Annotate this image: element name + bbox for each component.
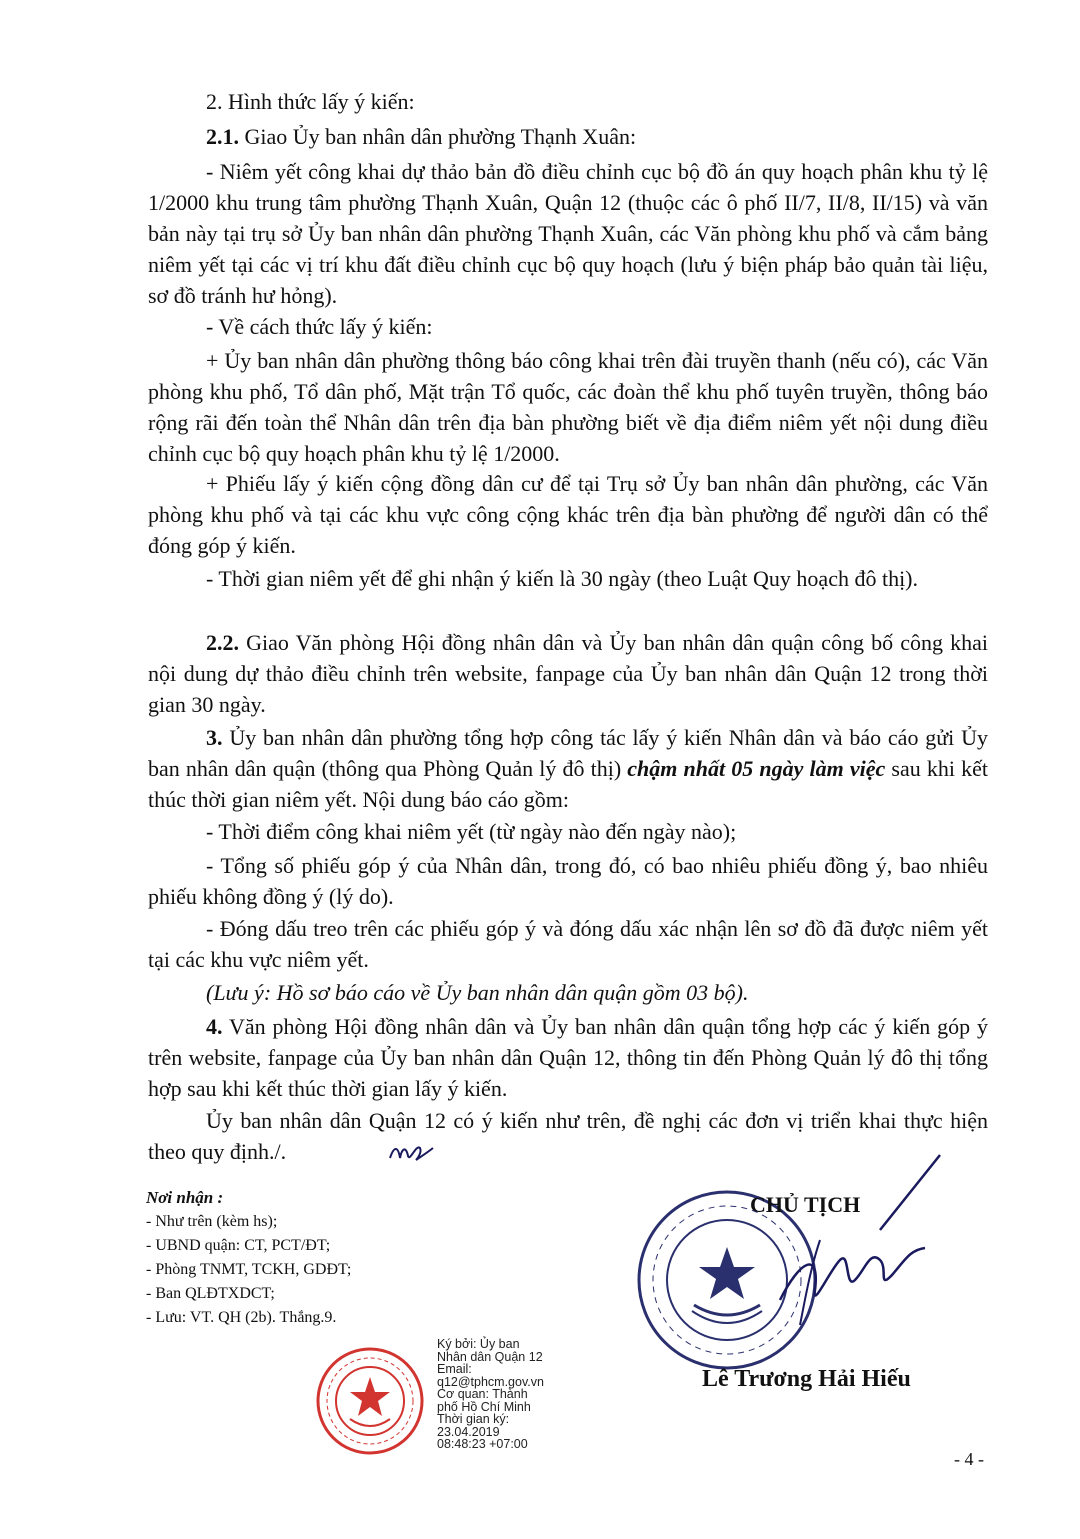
paragraph-method: - Về cách thức lấy ý kiến:: [206, 314, 433, 339]
paragraph-note: (Lưu ý: Hồ sơ báo cáo về Ủy ban nhân dân quận gồm 03 bộ).: [206, 980, 749, 1005]
section-text: Hình thức lấy ý kiến:: [222, 89, 415, 114]
page-number: - 4 -: [954, 1449, 984, 1469]
handwritten-signature-icon: [760, 1150, 960, 1350]
section-2-2: [148, 627, 988, 720]
digital-signature-line: Cơ quan: Thành: [437, 1387, 528, 1401]
section-text: Ủy ban nhân dân phường tổng hợp công tác lấy ý kiến Nhân dân và báo cáo gửi Ủy ban nhân dân quận (thông qua Phòng Quản lý đô thị): [148, 725, 988, 781]
digital-signature-line: Email:: [437, 1362, 472, 1376]
section-number: 2.1.: [206, 124, 239, 149]
digital-signature-line: 08:48:23 +07:00: [437, 1437, 528, 1451]
section-3: [148, 722, 988, 815]
recipients-title: Nơi nhận :: [146, 1188, 224, 1207]
digital-signature-line: 23.04.2019: [437, 1424, 500, 1439]
deadline-emphasis: chậm nhất 05 ngày làm việc: [627, 756, 886, 781]
digital-signature-line: phố Hồ Chí Minh: [437, 1399, 531, 1414]
digital-signature-line: Thời gian ký:: [437, 1412, 510, 1426]
digital-signature-line: q12@tphcm.gov.vn: [437, 1374, 544, 1389]
digital-seal-icon: [314, 1345, 426, 1457]
paragraph-seal: - Đóng dấu treo trên các phiếu góp ý và đóng dấu xác nhận lên sơ đồ đã được niêm yết tại các khu vực niêm yết.: [148, 916, 988, 972]
paragraph-ballot: + Phiếu lấy ý kiến cộng đồng dân cư để tại Trụ sở Ủy ban nhân dân phường, các Văn phòng khu phố và tại các khu vực công cộng khác trên địa bàn phường để người dân có thể đóng góp ý kiến.: [148, 471, 988, 558]
section-text: Văn phòng Hội đồng nhân dân và Ủy ban nhân dân quận tổng hợp các ý kiến góp ý trên website, fanpage của Ủy ban nhân dân Quận 12, thông tin đến Phòng Quản lý đô thị tổng hợp sau khi kết thúc thời gian lấy ý kiến.: [148, 1014, 988, 1101]
section-2-1: [148, 121, 988, 152]
section-2-heading: [148, 86, 988, 117]
paragraph-posting: - Niêm yết công khai dự thảo bản đồ điều chỉnh cục bộ đồ án quy hoạch phân khu tỷ lệ 1/2000 khu trung tâm phường Thạnh Xuân, Quận 12 (thuộc các ô phố II/7, II/8, II/15) và văn bản này tại trụ sở Ủy ban nhân dân phường Thạnh Xuân, các Văn phòng khu phố và cắm bảng niêm yết tại các vị trí khu đất điều chỉnh cục bộ quy hoạch (lưu ý biện pháp bảo quản tài liệu, sơ đồ tránh hư hỏng).: [148, 159, 988, 308]
section-number: 2.: [206, 89, 223, 114]
section-text: Giao Văn phòng Hội đồng nhân dân và Ủy ban nhân dân quận công bố công khai nội dung dự thảo điều chỉnh trên website, fanpage của Ủy ban nhân dân Quận 12 trong thời gian 30 ngày.: [148, 630, 988, 717]
section-number: 2.2.: [206, 630, 239, 655]
recipient-item: - UBND quận: CT, PCT/ĐT;: [146, 1237, 331, 1254]
section-4: [148, 1011, 988, 1104]
digital-signature-line: Ký bởi: Ủy ban: [437, 1337, 520, 1351]
recipient-item: - Như trên (kèm hs);: [146, 1213, 278, 1230]
digital-signature-line: Nhân dân Quận 12: [437, 1349, 543, 1364]
initial-mark: [388, 1136, 434, 1168]
paragraph-timeframe: - Thời điểm công khai niêm yết (từ ngày nào đến ngày nào);: [206, 819, 737, 844]
paragraph-announce: + Ủy ban nhân dân phường thông báo công khai trên đài truyền thanh (nếu có), các Văn phòng khu phố, Tổ dân phố, Mặt trận Tổ quốc, các đoàn thể khu phố tuyên truyền, thông báo rộng rãi đến toàn thể Nhân dân trên địa bàn phường biết về địa điểm niêm yết nội dung điều chỉnh cục bộ quy hoạch phân khu tỷ lệ 1/2000.: [148, 348, 988, 466]
digital-signature-info: [437, 1338, 577, 1451]
section-text: Giao Ủy ban nhân dân phường Thạnh Xuân:: [239, 124, 637, 149]
paragraph-count: - Tổng số phiếu góp ý của Nhân dân, trong đó, có bao nhiêu phiếu đồng ý, bao nhiêu phiếu không đồng ý (lý do).: [148, 853, 988, 909]
signer-title: CHỦ TỊCH: [750, 1192, 861, 1217]
paragraph-closing: Ủy ban nhân dân Quận 12 có ý kiến như trên, đề nghị các đơn vị triển khai thực hiện theo quy định./.: [148, 1108, 988, 1164]
section-number: 3.: [206, 725, 223, 750]
recipient-item: - Phòng TNMT, TCKH, GDĐT;: [146, 1261, 352, 1278]
signer-name: Lê Trương Hải Hiếu: [702, 1366, 911, 1392]
paragraph-duration: - Thời gian niêm yết để ghi nhận ý kiến là 30 ngày (theo Luật Quy hoạch đô thị).: [206, 566, 919, 591]
recipient-item: - Ban QLĐTXDCT;: [146, 1285, 275, 1302]
recipients-block: [146, 1186, 351, 1330]
recipient-item: - Lưu: VT. QH (2b). Thắng.9.: [146, 1309, 337, 1326]
section-text-end: sau khi kết thúc thời gian niêm yết. Nội dung báo cáo gồm:: [148, 756, 988, 812]
section-number: 4.: [206, 1014, 223, 1039]
